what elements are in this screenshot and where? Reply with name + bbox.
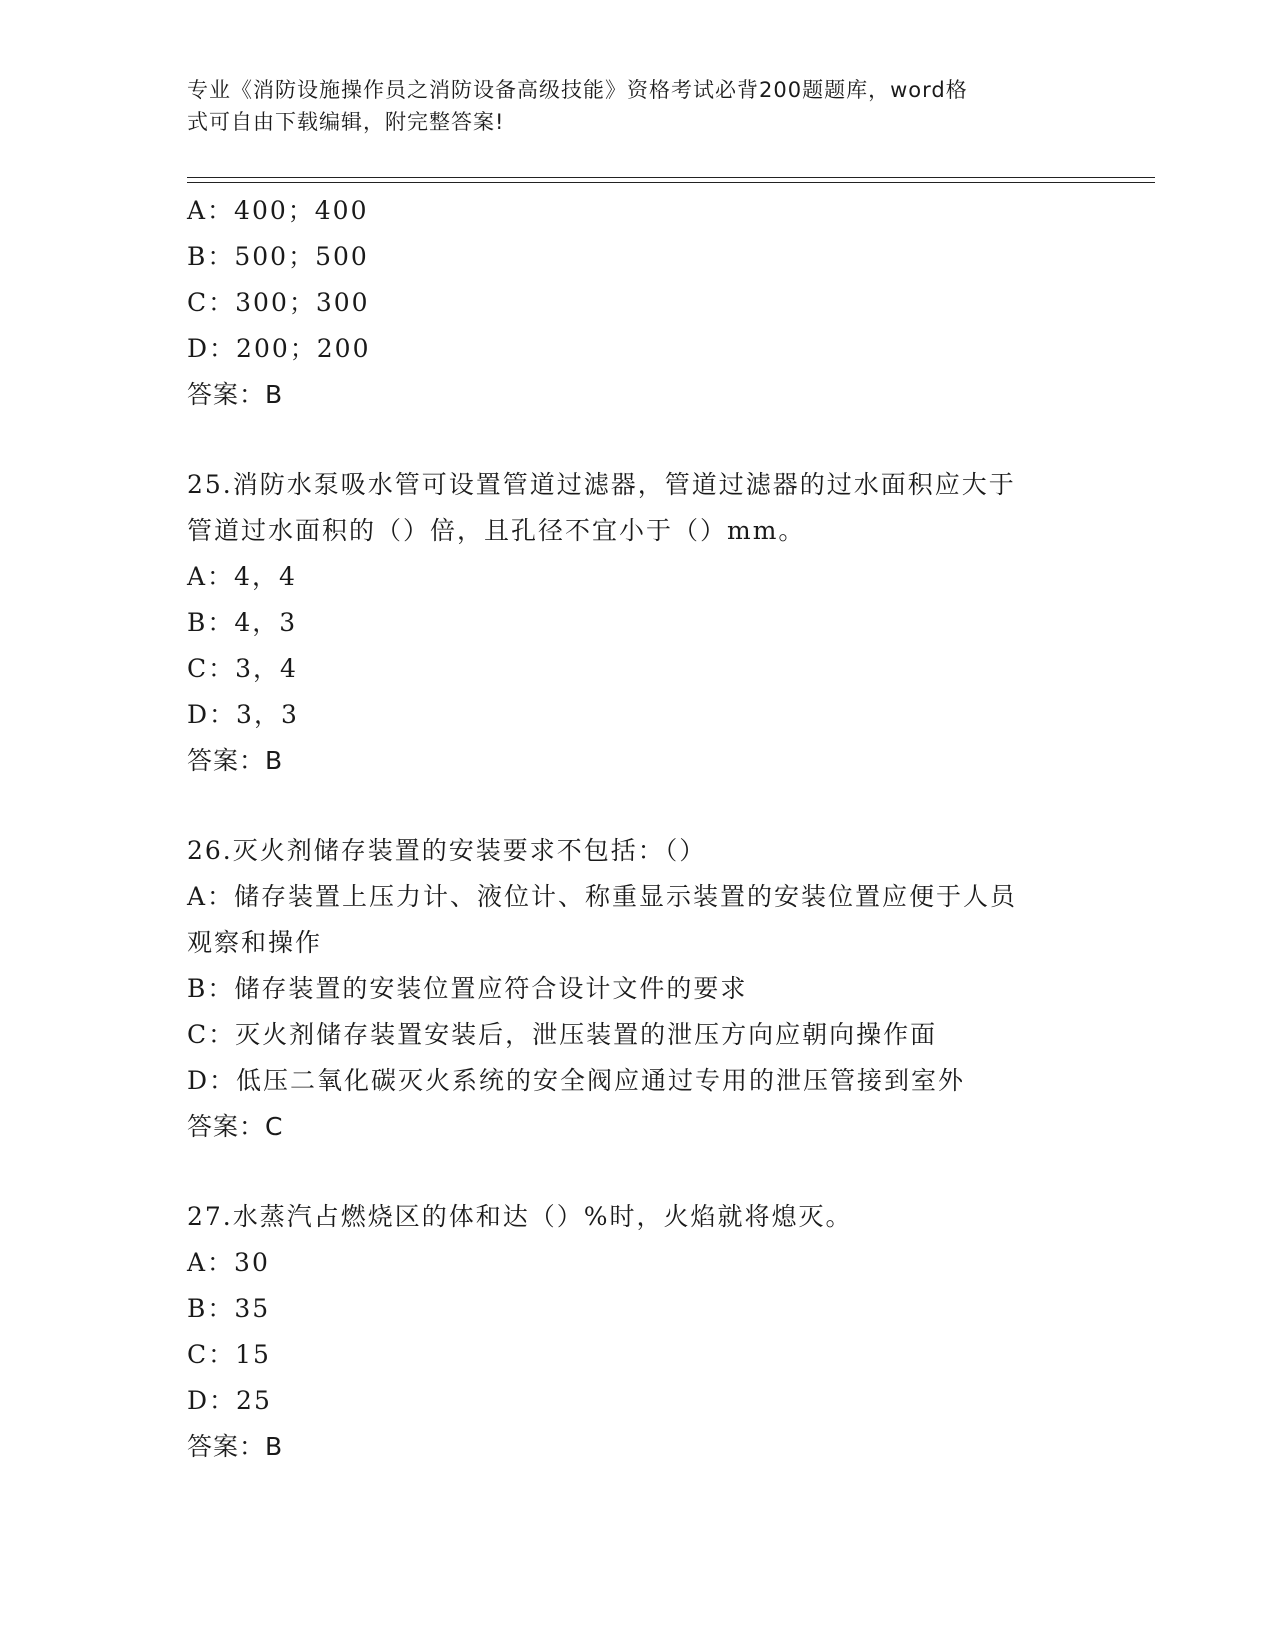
question-25 bbox=[187, 462, 1087, 784]
question-stem-line-2: 管道过水面积的（）倍，且孔径不宜小于（）mm。 bbox=[187, 516, 806, 545]
question-list bbox=[187, 188, 1087, 1470]
option-b: B：4，3 bbox=[187, 608, 298, 637]
answer: 答案：B bbox=[187, 1432, 284, 1461]
question-stem: 27.水蒸汽占燃烧区的体和达（）%时，火焰就将熄灭。 bbox=[187, 1202, 853, 1231]
option-b: B：500；500 bbox=[187, 242, 369, 271]
option-b: B：储存装置的安装位置应符合设计文件的要求 bbox=[187, 974, 748, 1003]
option-c: C：3，4 bbox=[187, 654, 298, 683]
option-d: D：25 bbox=[187, 1386, 272, 1415]
option-c: C：300；300 bbox=[187, 288, 370, 317]
answer: 答案：B bbox=[187, 746, 284, 775]
header-line-1: 专业《消防设施操作员之消防设备高级技能》资格考试必背200题题库，word格 bbox=[187, 78, 968, 102]
answer: 答案：B bbox=[187, 380, 284, 409]
header-divider-bottom bbox=[187, 182, 1155, 183]
question-27 bbox=[187, 1194, 1087, 1470]
option-a: A：400；400 bbox=[187, 196, 369, 225]
option-d: D：3，3 bbox=[187, 700, 299, 729]
question-24 bbox=[187, 188, 1087, 418]
header-line-2: 式可自由下载编辑，附完整答案! bbox=[187, 110, 505, 134]
option-c: C：灭火剂储存装置安装后，泄压装置的泄压方向应朝向操作面 bbox=[187, 1020, 938, 1049]
option-c: C：15 bbox=[187, 1340, 271, 1369]
answer: 答案：C bbox=[187, 1112, 284, 1141]
option-d: D：200；200 bbox=[187, 334, 371, 363]
option-a-line-1: A：储存装置上压力计、液位计、称重显示装置的安装位置应便于人员 bbox=[187, 882, 1018, 911]
option-a: A：30 bbox=[187, 1248, 270, 1277]
document-header bbox=[187, 74, 1067, 138]
question-stem-line-1: 25.消防水泵吸水管可设置管道过滤器，管道过滤器的过水面积应大于 bbox=[187, 470, 1016, 499]
option-d: D：低压二氧化碳灭火系统的安全阀应通过专用的泄压管接到室外 bbox=[187, 1066, 966, 1095]
header-divider-top bbox=[187, 177, 1155, 178]
question-stem: 26.灭火剂储存装置的安装要求不包括：（） bbox=[187, 836, 707, 865]
option-b: B：35 bbox=[187, 1294, 271, 1323]
option-a: A：4，4 bbox=[187, 562, 297, 591]
option-a-line-2: 观察和操作 bbox=[187, 928, 323, 957]
question-26 bbox=[187, 828, 1087, 1150]
